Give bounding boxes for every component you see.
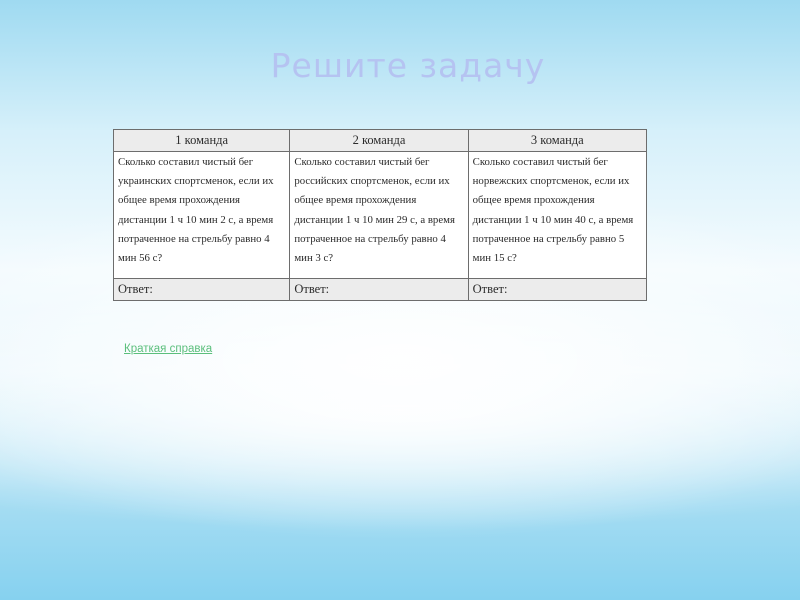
problem-team-1: Сколько составил чистый бег украинских спортсменок, если их общее время прохождения дистанции 1 ч 10 мин 2 с, а время потраченное на стрельбу равно 4 мин 56 с?: [114, 152, 290, 279]
answer-team-1[interactable]: Ответ:: [114, 279, 290, 301]
table-problem-row: [114, 152, 647, 279]
table-answer-row: [114, 279, 647, 301]
slide-title: Решите задачу: [270, 46, 546, 85]
task-table: [113, 129, 647, 301]
help-link[interactable]: Краткая справка: [124, 343, 213, 355]
table-header-row: [114, 130, 647, 152]
answer-team-2[interactable]: Ответ:: [290, 279, 468, 301]
header-team-1: 1 команда: [114, 130, 290, 152]
header-team-3: 3 команда: [468, 130, 646, 152]
problem-team-3: Сколько составил чистый бег норвежских спортсменок, если их общее время прохождения дистанции 1 ч 10 мин 40 с, а время потраченное на стрельбу равно 5 мин 15 с?: [468, 152, 646, 279]
problem-team-2: Сколько составил чистый бег российских спортсменок, если их общее время прохождения дистанции 1 ч 10 мин 29 с, а время потраченное на стрельбу равно 4 мин 3 с?: [290, 152, 468, 279]
header-team-2: 2 команда: [290, 130, 468, 152]
answer-team-3[interactable]: Ответ:: [468, 279, 646, 301]
